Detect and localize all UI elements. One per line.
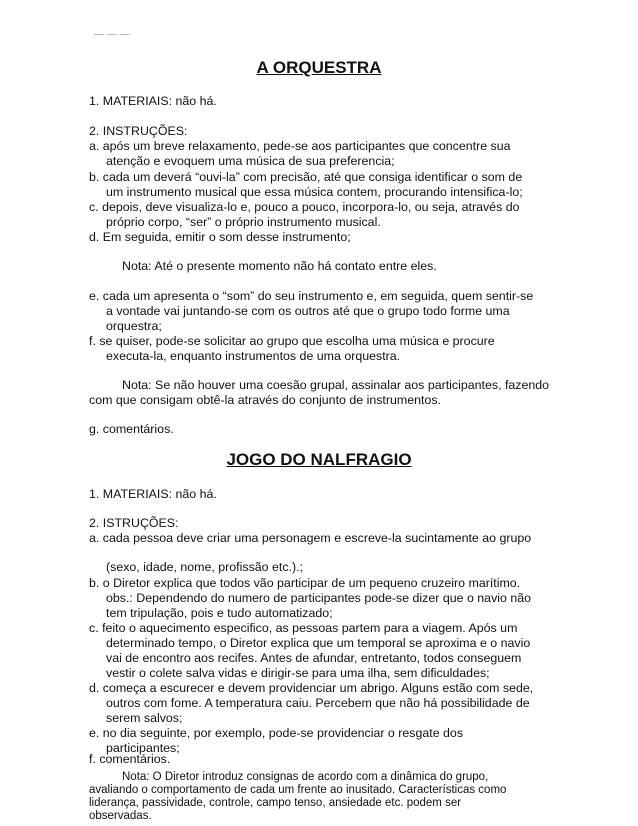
item-c-line: próprio corpo, “ser” o próprio instrumento musical. [106, 215, 381, 229]
item-e-line: participantes; [106, 741, 180, 755]
item-d-line: d. Em seguida, emitir o som desse instrumento; [89, 230, 351, 244]
note-line: Nota: Até o presente momento não há contato entre eles. [122, 259, 437, 273]
item-e-line: e. no dia seguinte, por exemplo, pode-se providenciar o resgate dos [89, 726, 464, 740]
item-c-line: determinado tempo, o Diretor explica que um temporal se aproxima e o navio [106, 636, 531, 650]
item-c-line: c. feito o aquecimento especifico, as pessoas partem para a viagem. Após um [89, 621, 518, 635]
item-b-line: obs.: Dependendo do numero de participantes pode-se dizer que o navio não [106, 591, 532, 605]
note-line: avaliando o comportamento de cada um frente ao inusitado. Características como [89, 784, 507, 796]
item-a-line: (sexo, idade, nome, profissão etc.).; [106, 560, 303, 574]
header-fragment: — — — [94, 30, 130, 40]
item-f-line: f. se quiser, pode-se solicitar ao grupo que escolha uma música e procure [89, 334, 495, 348]
section-title-naufragio: JOGO DO NALFRAGIO [226, 450, 412, 469]
note-line: liderança, passividade, controle, campo tenso, ansiedade etc. podem ser [89, 797, 462, 809]
item-a-line: a. cada pessoa deve criar uma personagem e escreve-la sucintamente ao grupo [89, 531, 532, 545]
note-line: observadas. [89, 810, 152, 822]
item-e-line: e. cada um apresenta o “som” do seu instrumento e, em seguida, quem sentir-se [89, 289, 534, 303]
instructions-heading: 2. ISTRUÇÕES: [89, 516, 179, 530]
note-line: Nota: Se não houver uma coesão grupal, assinalar aos participantes, fazendo [122, 378, 550, 392]
item-c-line: vestir o colete salva vidas e dirigir-se para uma ilha, sem dificuldades; [106, 666, 490, 680]
note-line: com que consigam obtê-la através do conjunto de instrumentos. [89, 393, 441, 407]
item-b-line: b. cada um deverá “ouvi-la” com precisão, até que consiga identificar o som de [89, 170, 523, 184]
item-d-line: outros com fome. A temperatura caiu. Percebem que não há possibilidade de [106, 696, 530, 710]
item-b-line: b. o Diretor explica que todos vão participar de um pequeno cruzeiro marítimo. [89, 576, 521, 590]
item-f-line: f. comentários. [89, 752, 171, 766]
item-d-line: d. começa a escurecer e devem providenciar um abrigo. Alguns estão com sede, [89, 681, 534, 695]
item-c-line: vai de encontro aos recifes. Antes de afundar, entretanto, todos conseguem [106, 651, 522, 665]
item-a-line: atenção e evoquem uma música de sua preferencia; [106, 154, 395, 168]
item-c-line: c. depois, deve visualiza-lo e, pouco a pouco, incorpora-lo, ou seja, através do [89, 200, 520, 214]
instructions-heading: 2. INSTRUÇÕES: [89, 124, 188, 138]
item-b-line: um instrumento musical que essa música contem, procurando intensifica-lo; [106, 185, 523, 199]
item-g-line: g. comentários. [89, 422, 174, 436]
item-e-line: orquestra; [106, 319, 162, 333]
materials-line: 1. MATERIAIS: não há. [89, 487, 217, 501]
item-a-line: a. após um breve relaxamento, pede-se aos participantes que concentre sua [89, 139, 511, 153]
item-b-line: tem tripulação, pois e tudo automatizado; [106, 606, 333, 620]
materials-line: 1. MATERIAIS: não há. [89, 94, 217, 108]
item-f-line: executa-la, enquanto instrumentos de uma orquestra. [106, 349, 401, 363]
note-line: Nota: O Diretor introduz consignas de acordo com a dinâmica do grupo, [122, 771, 489, 783]
item-d-line: serem salvos; [106, 711, 183, 725]
item-e-line: a vontade vai juntando-se com os outros até que o grupo todo forme uma [106, 304, 510, 318]
section-title-orquestra: A ORQUESTRA [256, 58, 382, 77]
